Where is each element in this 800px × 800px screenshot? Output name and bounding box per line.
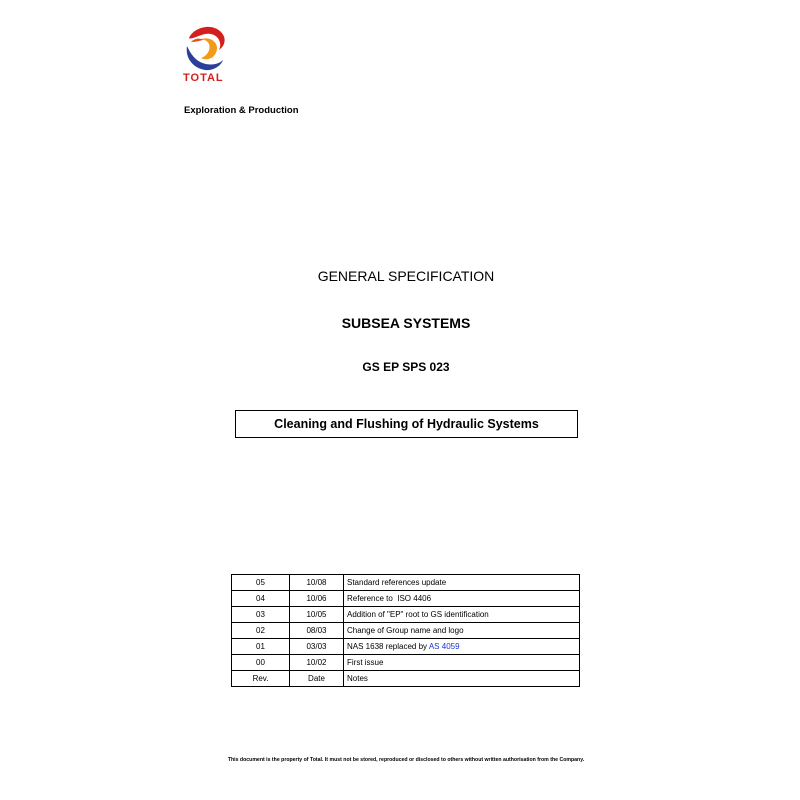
document-type: GENERAL SPECIFICATION bbox=[317, 268, 495, 284]
revision-date: 10/08 bbox=[290, 575, 344, 591]
revision-notes: Change of Group name and logo bbox=[344, 623, 580, 639]
revision-notes: First issue bbox=[344, 655, 580, 671]
date-column-header: Date bbox=[290, 671, 344, 687]
revision-number: 01 bbox=[232, 639, 290, 655]
table-header-row bbox=[232, 671, 580, 687]
revision-number: 00 bbox=[232, 655, 290, 671]
document-subject: SUBSEA SYSTEMS bbox=[341, 315, 471, 331]
revision-date: 08/03 bbox=[290, 623, 344, 639]
table-row bbox=[232, 607, 580, 623]
table-row bbox=[232, 575, 580, 591]
brand-name: TOTAL bbox=[183, 72, 224, 84]
revision-date: 10/05 bbox=[290, 607, 344, 623]
division-name: Exploration & Production bbox=[184, 105, 299, 116]
document-title: Cleaning and Flushing of Hydraulic Systems bbox=[235, 410, 578, 438]
revision-date: 10/02 bbox=[290, 655, 344, 671]
table-row bbox=[232, 639, 580, 655]
revision-notes: Reference to ISO 4406 bbox=[344, 591, 580, 607]
revision-date: 10/06 bbox=[290, 591, 344, 607]
revision-date: 03/03 bbox=[290, 639, 344, 655]
revision-number: 04 bbox=[232, 591, 290, 607]
table-row bbox=[232, 623, 580, 639]
revision-number: 03 bbox=[232, 607, 290, 623]
revision-table bbox=[231, 574, 580, 687]
table-row bbox=[232, 591, 580, 607]
notes-column-header: Notes bbox=[344, 671, 580, 687]
total-logo-icon bbox=[183, 24, 231, 74]
table-row bbox=[232, 655, 580, 671]
document-reference: GS EP SPS 023 bbox=[362, 360, 450, 374]
revision-number: 05 bbox=[232, 575, 290, 591]
revision-notes-cell bbox=[344, 639, 580, 655]
confidentiality-footer: This document is the property of Total. It must not be stored, reproduced or disclosed to others without written authorisation from the Company. bbox=[227, 757, 585, 763]
revision-notes: Standard references update bbox=[344, 575, 580, 591]
revision-notes: Addition of "EP" root to GS identification bbox=[344, 607, 580, 623]
revision-notes: NAS 1638 replaced by bbox=[347, 642, 429, 651]
rev-column-header: Rev. bbox=[232, 671, 290, 687]
standard-link[interactable]: AS 4059 bbox=[428, 642, 460, 651]
revision-number: 02 bbox=[232, 623, 290, 639]
